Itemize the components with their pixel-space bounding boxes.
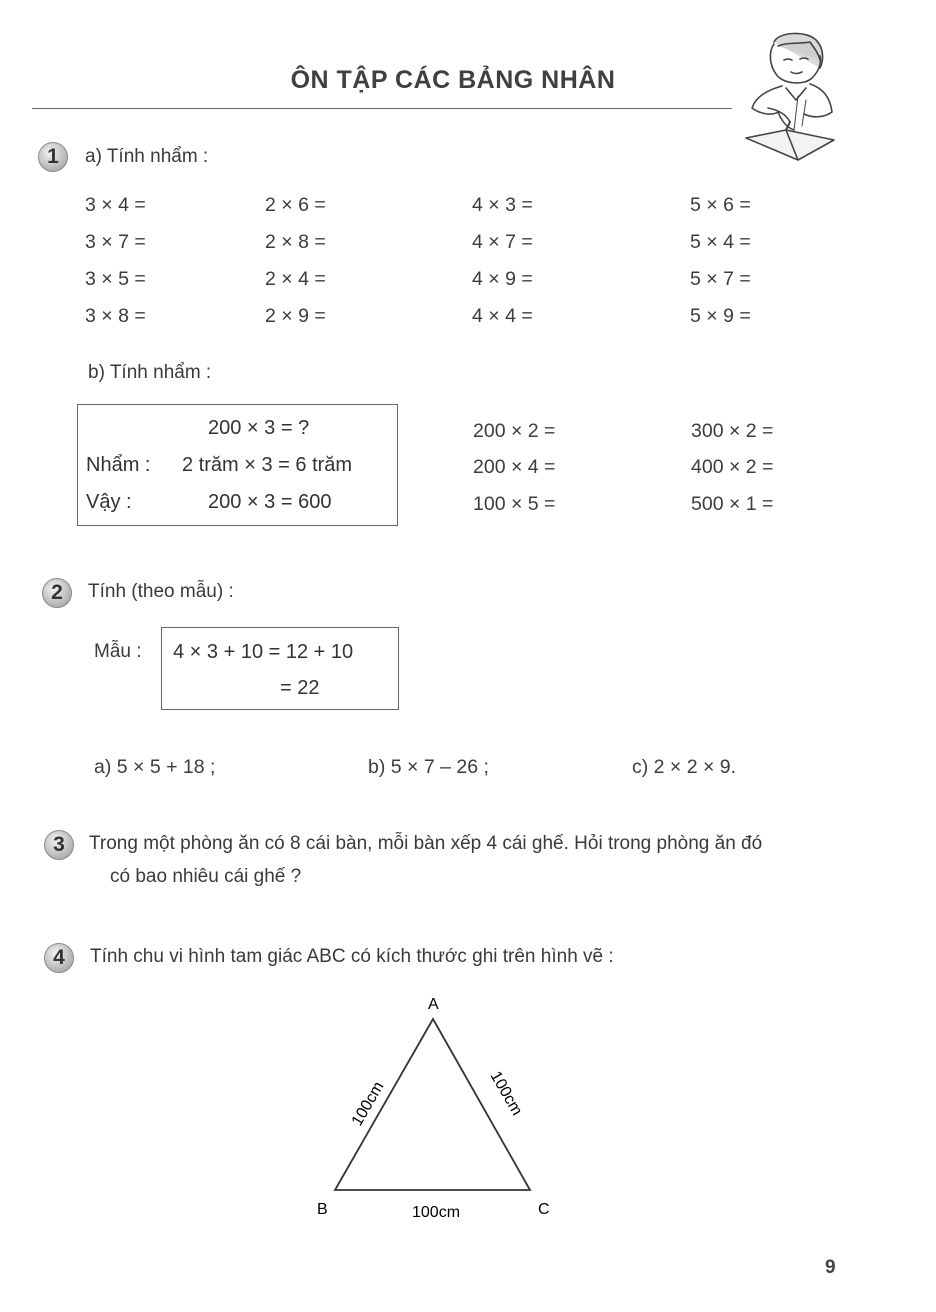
sample-box bbox=[161, 627, 399, 710]
sample-line-2: = 22 bbox=[280, 677, 320, 699]
vertex-c-label: C bbox=[538, 1201, 550, 1218]
grid-a-cell: 5 × 9 = bbox=[690, 305, 751, 327]
example-line-3-value: 200 × 3 = 600 bbox=[208, 491, 332, 513]
grid-b-cell: 400 × 2 = bbox=[691, 456, 774, 478]
grid-a-cell: 5 × 4 = bbox=[690, 231, 751, 253]
grid-a-cell: 4 × 7 = bbox=[472, 231, 533, 253]
exercise-2-badge: 2 bbox=[42, 578, 72, 608]
grid-a-cell: 2 × 9 = bbox=[265, 305, 326, 327]
grid-a-cell: 3 × 8 = bbox=[85, 305, 146, 327]
grid-a-cell: 2 × 8 = bbox=[265, 231, 326, 253]
example-line-1: 200 × 3 = ? bbox=[208, 417, 310, 439]
example-box bbox=[77, 404, 398, 526]
grid-a-cell: 3 × 4 = bbox=[85, 194, 146, 216]
grid-b-cell: 100 × 5 = bbox=[473, 493, 556, 515]
grid-a-cell: 4 × 9 = bbox=[472, 268, 533, 290]
exercise-2-item-b: b) 5 × 7 – 26 ; bbox=[368, 756, 489, 778]
grid-b-cell: 300 × 2 = bbox=[691, 420, 774, 442]
grid-b-cell: 200 × 4 = bbox=[473, 456, 556, 478]
exercise-3-line-2: có bao nhiêu cái ghế ? bbox=[110, 866, 302, 887]
grid-a-cell: 5 × 7 = bbox=[690, 268, 751, 290]
page-number: 9 bbox=[825, 1257, 836, 1278]
side-ac-label: 100cm bbox=[486, 1068, 526, 1119]
vertex-a-label: A bbox=[428, 996, 439, 1013]
exercise-1-badge: 1 bbox=[38, 142, 68, 172]
exercise-1-part-a-label: a) Tính nhẩm : bbox=[85, 146, 209, 167]
grid-b-cell: 500 × 1 = bbox=[691, 493, 774, 515]
exercise-2-instruction: Tính (theo mẫu) : bbox=[88, 581, 234, 602]
exercise-3-badge: 3 bbox=[44, 830, 74, 860]
grid-a-cell: 2 × 6 = bbox=[265, 194, 326, 216]
grid-a-cell: 2 × 4 = bbox=[265, 268, 326, 290]
grid-b-cell: 200 × 2 = bbox=[473, 420, 556, 442]
sample-label: Mẫu : bbox=[94, 641, 142, 662]
grid-a-cell: 5 × 6 = bbox=[690, 194, 751, 216]
exercise-2-item-c: c) 2 × 2 × 9. bbox=[632, 756, 737, 778]
exercise-4-badge: 4 bbox=[44, 943, 74, 973]
exercise-1-part-b-label: b) Tính nhẩm : bbox=[88, 362, 212, 383]
page-title: ÔN TẬP CÁC BẢNG NHÂN bbox=[290, 66, 616, 94]
grid-a-cell: 4 × 3 = bbox=[472, 194, 533, 216]
side-ab-label: 100cm bbox=[348, 1078, 388, 1129]
grid-a-cell: 4 × 4 = bbox=[472, 305, 533, 327]
sample-line-1: 4 × 3 + 10 = 12 + 10 bbox=[173, 641, 354, 663]
grid-a-cell: 3 × 5 = bbox=[85, 268, 146, 290]
side-bc-label: 100cm bbox=[412, 1204, 461, 1221]
exercise-3-line-1: Trong một phòng ăn có 8 cái bàn, mỗi bàn xếp 4 cái ghế. Hỏi trong phòng ăn đó bbox=[89, 833, 763, 854]
student-writing-illustration bbox=[738, 30, 838, 170]
grid-a-cell: 3 × 7 = bbox=[85, 231, 146, 253]
exercise-2-item-a: a) 5 × 5 + 18 ; bbox=[94, 756, 216, 778]
example-line-2-label: Nhẩm : bbox=[86, 454, 151, 476]
example-line-3-label: Vậy : bbox=[86, 491, 132, 513]
example-line-2-value: 2 trăm × 3 = 6 trăm bbox=[182, 454, 353, 476]
triangle-figure bbox=[290, 985, 590, 1230]
vertex-b-label: B bbox=[317, 1201, 328, 1218]
title-underline bbox=[32, 108, 732, 109]
exercise-4-instruction: Tính chu vi hình tam giác ABC có kích thước ghi trên hình vẽ : bbox=[90, 946, 614, 967]
